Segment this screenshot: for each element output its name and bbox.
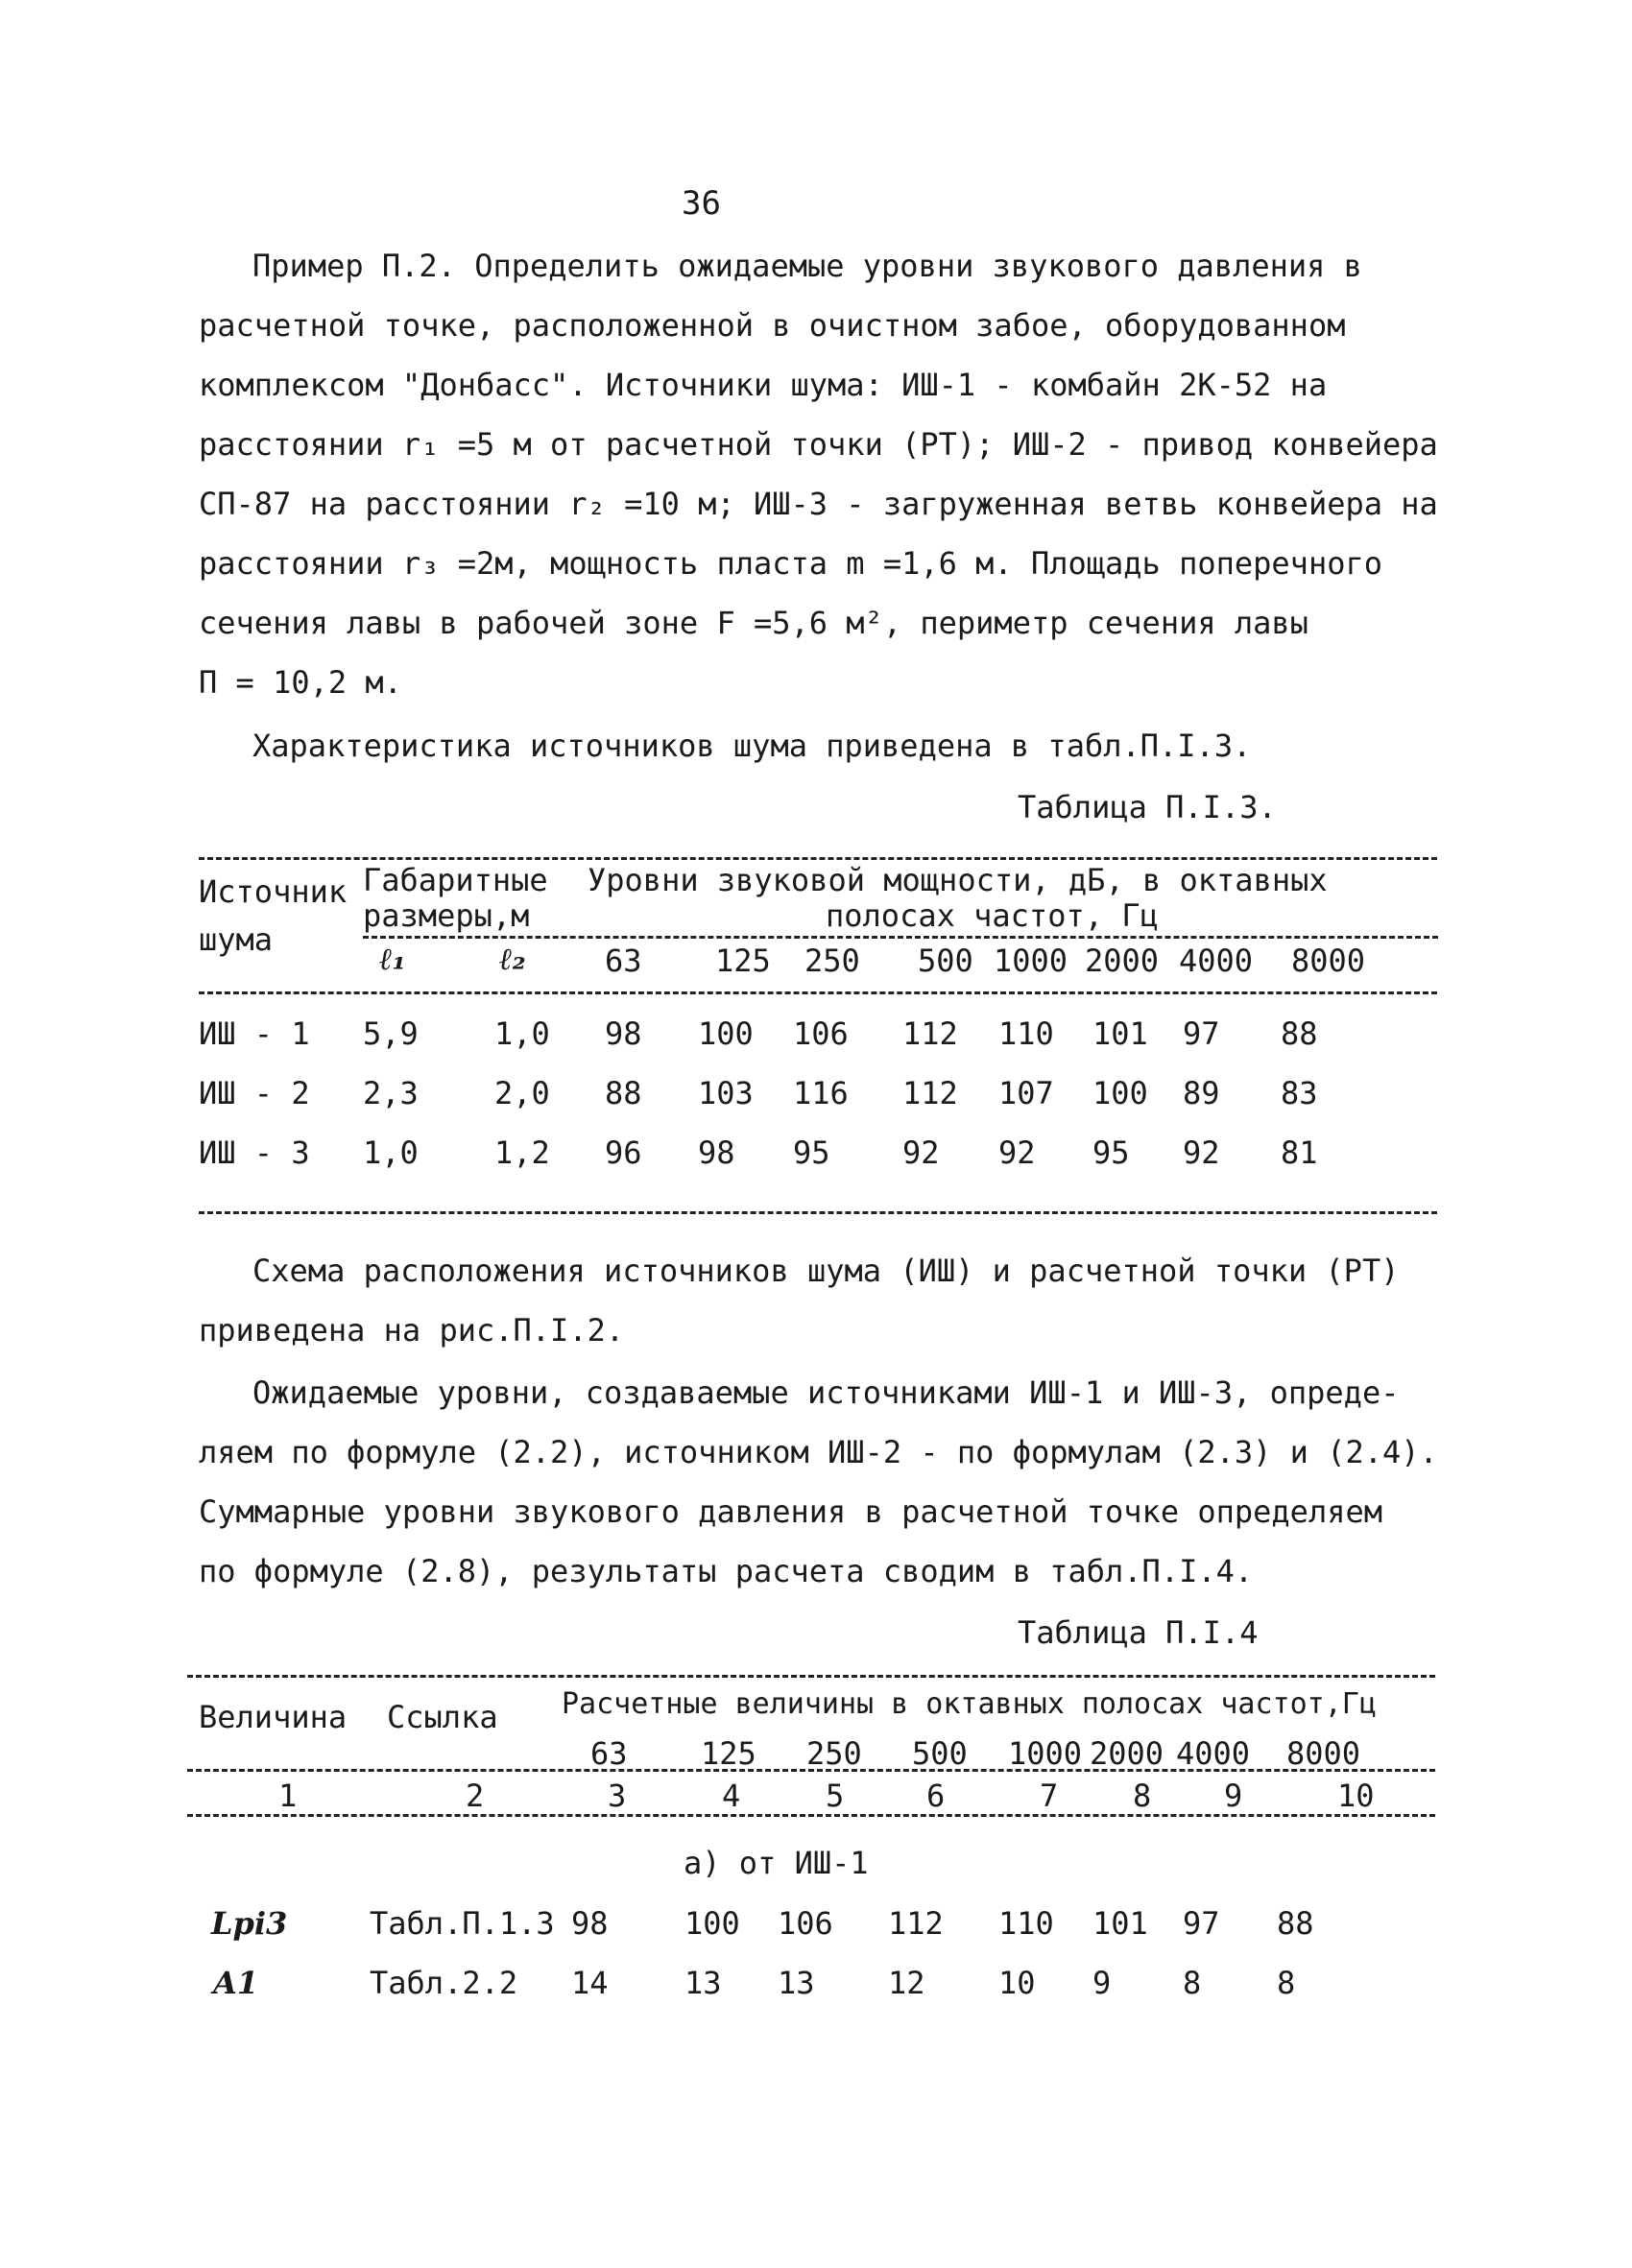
table1-cell: 97	[1183, 1015, 1220, 1052]
table1-cell-l1: 2,3	[363, 1075, 419, 1111]
table2-freq-63: 63	[590, 1735, 628, 1772]
example-line-1: Пример П.2. Определить ожидаемые уровни звукового давления в	[252, 248, 1362, 284]
table2-row-symbol: A1	[213, 1965, 259, 2001]
table1-col-dims-l2: размеры,м	[363, 897, 530, 934]
example-line-8: П = 10,2 м.	[199, 664, 402, 701]
table2-cell: 10	[998, 1965, 1036, 2001]
table1-cell: 106	[793, 1015, 849, 1052]
table2-cell: 88	[1277, 1905, 1314, 1942]
table2-cell: 9	[1092, 1965, 1112, 2001]
table2-colnum-2: 2	[466, 1778, 485, 1814]
table1-row-source: ИШ - 3	[199, 1134, 310, 1171]
table1-col-levels-l2: полосах частот, Гц	[826, 897, 1159, 934]
table1-cell: 110	[998, 1015, 1054, 1052]
table2-cell: 98	[571, 1905, 609, 1942]
table1-cell: 88	[1281, 1015, 1318, 1052]
table1-cell-l2: 1,0	[494, 1015, 550, 1052]
table1-cell-l1: 1,0	[363, 1134, 419, 1171]
table1-top-rule	[199, 857, 1437, 860]
table2-cell: 14	[571, 1965, 609, 2001]
table1-freq-63: 63	[605, 943, 642, 979]
table1-cell: 81	[1281, 1134, 1318, 1171]
example-line-5: СП-87 на расстоянии r₂ =10 м; ИШ-3 - загруженная ветвь конвейера на	[199, 486, 1438, 522]
table1-cell: 101	[1092, 1015, 1148, 1052]
table1-cell-l1: 5,9	[363, 1015, 419, 1052]
table2-freq-125: 125	[701, 1735, 756, 1772]
scheme-line-2: приведена на рис.П.I.2.	[199, 1312, 625, 1349]
table1-col-levels-l1: Уровни звуковой мощности, дБ, в октавных	[588, 862, 1328, 898]
table2-row-reference: Табл.П.1.3	[370, 1905, 555, 1942]
table1-cell: 98	[605, 1015, 642, 1052]
table1-intro: Характеристика источников шума приведена в табл.П.I.3.	[252, 728, 1252, 764]
table1-freq-4000: 4000	[1179, 943, 1254, 979]
table1-cell: 96	[605, 1134, 642, 1171]
table1-cell: 112	[902, 1075, 958, 1111]
table2-colnum-10: 10	[1337, 1778, 1375, 1814]
table1-cell: 89	[1183, 1075, 1220, 1111]
table2-cell: 8	[1183, 1965, 1202, 2001]
table2-colnum-3: 3	[608, 1778, 627, 1814]
table2-cell: 13	[684, 1965, 722, 2001]
table2-colnum-4: 4	[722, 1778, 741, 1814]
table1-cell: 92	[998, 1134, 1036, 1171]
table1-col-l2: ℓ₂	[499, 941, 526, 977]
levels-line-3: Суммарные уровни звукового давления в расчетной точке определяем	[199, 1493, 1382, 1530]
table1-col-source-l2: шума	[199, 921, 274, 958]
table2-colnum-9: 9	[1224, 1778, 1243, 1814]
table1-cell: 112	[902, 1015, 958, 1052]
table1-freq-2000: 2000	[1085, 943, 1160, 979]
table1-freq-1000: 1000	[994, 943, 1068, 979]
example-line-6: расстоянии r₃ =2м, мощность пласта m =1,6 м. Площадь поперечного	[199, 545, 1382, 582]
levels-line-1: Ожидаемые уровни, создаваемые источниками ИШ-1 и ИШ-3, опреде-	[252, 1374, 1400, 1411]
table2-colnum-5: 5	[826, 1778, 845, 1814]
table1-cell: 100	[1092, 1075, 1148, 1111]
table2-cell: 101	[1092, 1905, 1148, 1942]
table2-colnum-8: 8	[1133, 1778, 1152, 1814]
table2-col-quantity: Величина	[199, 1699, 348, 1735]
table2-cell: 112	[888, 1905, 944, 1942]
table2-freq-4000: 4000	[1176, 1735, 1251, 1772]
table1-row-source: ИШ - 1	[199, 1015, 310, 1052]
table2-caption: Таблица П.I.4	[1018, 1614, 1259, 1651]
page-number: 36	[682, 184, 721, 223]
table1-freq-500: 500	[918, 943, 973, 979]
table1-cell: 107	[998, 1075, 1054, 1111]
table2-freq-500: 500	[912, 1735, 968, 1772]
table2-col-values-title: Расчетные величины в октавных полосах частот,Гц	[562, 1687, 1377, 1721]
example-line-3: комплексом "Донбасс". Источники шума: ИШ-1 - комбайн 2К-52 на	[199, 367, 1328, 403]
table1-cell: 92	[902, 1134, 940, 1171]
table2-freq-8000: 8000	[1286, 1735, 1361, 1772]
table2-freq-250: 250	[806, 1735, 862, 1772]
table1-cell: 92	[1183, 1134, 1220, 1171]
table2-row-symbol: Lpi3	[211, 1905, 288, 1942]
example-line-4: расстоянии r₁ =5 м от расчетной точки (РТ); ИШ-2 - привод конвейера	[199, 426, 1438, 463]
table2-col-reference: Ссылка	[387, 1699, 498, 1735]
table2-freq-1000: 1000	[1008, 1735, 1083, 1772]
table2-cell: 100	[684, 1905, 740, 1942]
example-line-7: сечения лавы в рабочей зоне F =5,6 м², периметр сечения лавы	[199, 605, 1308, 641]
table1-cell-l2: 2,0	[494, 1075, 550, 1111]
table1-cell: 88	[605, 1075, 642, 1111]
table1-cell-l2: 1,2	[494, 1134, 550, 1171]
table1-cell: 98	[698, 1134, 735, 1171]
table2-cell: 110	[998, 1905, 1054, 1942]
table1-cell: 103	[698, 1075, 754, 1111]
table1-header-rule	[199, 991, 1437, 994]
table1-freq-250: 250	[804, 943, 860, 979]
table2-header-rule	[187, 1769, 1435, 1772]
table2-cell: 97	[1183, 1905, 1220, 1942]
table1-col-source-l1: Источник	[199, 873, 348, 910]
table1-cell: 83	[1281, 1075, 1318, 1111]
table2-top-rule	[187, 1675, 1435, 1678]
table1-freq-8000: 8000	[1291, 943, 1366, 979]
table2-cell: 13	[778, 1965, 815, 2001]
table2-freq-2000: 2000	[1090, 1735, 1164, 1772]
table2-colnum-rule	[187, 1814, 1435, 1817]
table1-cell: 95	[793, 1134, 830, 1171]
table1-cell: 95	[1092, 1134, 1130, 1171]
table2-row-reference: Табл.2.2	[370, 1965, 518, 2001]
table1-caption: Таблица П.I.3.	[1018, 789, 1277, 825]
levels-line-4: по формуле (2.8), результаты расчета сводим в табл.П.I.4.	[199, 1553, 1254, 1589]
table2-cell: 106	[778, 1905, 833, 1942]
example-line-2: расчетной точке, расположенной в очистном забое, оборудованном	[199, 307, 1346, 344]
table1-col-dims-l1: Габаритные	[363, 862, 548, 898]
table2-colnum-6: 6	[926, 1778, 946, 1814]
table1-cell: 116	[793, 1075, 849, 1111]
table1-bottom-rule	[199, 1211, 1437, 1214]
table2-cell: 8	[1277, 1965, 1296, 2001]
table1-freq-125: 125	[715, 943, 771, 979]
table2-cell: 12	[888, 1965, 925, 2001]
table1-subheader-rule	[363, 936, 1438, 939]
levels-line-2: ляем по формуле (2.2), источником ИШ-2 - по формулам (2.3) и (2.4).	[199, 1434, 1438, 1470]
table1-col-l1: ℓ₁	[379, 941, 406, 977]
scheme-line-1: Схема расположения источников шума (ИШ) и расчетной точки (РТ)	[252, 1253, 1400, 1289]
table1-cell: 100	[698, 1015, 754, 1052]
table2-colnum-7: 7	[1040, 1778, 1059, 1814]
table2-section-a: а) от ИШ-1	[684, 1845, 869, 1881]
table1-row-source: ИШ - 2	[199, 1075, 310, 1111]
table2-colnum-1: 1	[278, 1778, 298, 1814]
